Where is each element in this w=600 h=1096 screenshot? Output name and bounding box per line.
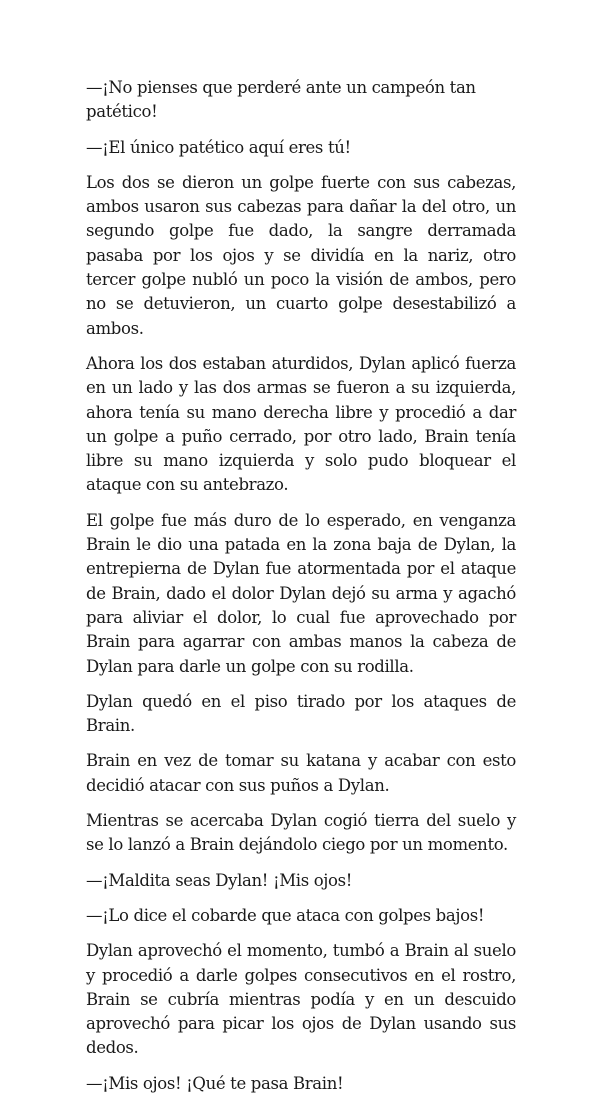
dialogue-line: —¡Mis ojos! ¡Qué te pasa Brain! [86,1073,344,1093]
narration-paragraph: Ahora los dos estaban aturdidos, Dylan aplicó fuerza en un lado y las dos armas se fueron a su izquierda, ahora tenía su mano derecha libre y procedió a dar un golpe a puño cerrado, por otro lado, Brain tenía libre su mano izquierda y solo pudo bloquear el ataque con su antebrazo. [86,353,516,495]
dialogue-line: —¡Maldita seas Dylan! ¡Mis ojos! [86,870,353,890]
dialogue-line: —¡El único patético aquí eres tú! [86,137,351,157]
narration-paragraph: Dylan quedó en el piso tirado por los ataques de Brain. [86,691,516,736]
narration-paragraph: El golpe fue más duro de lo esperado, en venganza Brain le dio una patada en la zona baja de Dylan, la entrepierna de Dylan fue atormentada por el ataque de Brain, dado el dolor Dylan dejó su arma y agachó para aliviar el dolor, lo cual fue aprovechado por Brain para agarrar con ambas manos la cabeza de Dylan para darle un golpe con su rodilla. [86,510,516,676]
narration-paragraph: Los dos se dieron un golpe fuerte con sus cabezas, ambos usaron sus cabezas para dañar la del otro, un segundo golpe fue dado, la sangre derramada pasaba por los ojos y se dividía en la nariz, otro tercer golpe nubló un poco la visión de ambos, pero no se detuvieron, un cuarto golpe desestabilizó a ambos. [86,172,516,338]
dialogue-line: —¡No pienses que perderé ante un campeón tan patético! [86,78,476,122]
narration-paragraph: Dylan aprovechó el momento, tumbó a Brain al suelo y procedió a darle golpes consecutivos en el rostro, Brain se cubría mientras podía y en un descuido aprovechó para picar los ojos de Dylan usando sus dedos. [86,941,516,1058]
dialogue-line: —¡Lo dice el cobarde que ataca con golpes bajos! [86,905,485,925]
narration-paragraph: Brain en vez de tomar su katana y acabar con esto decidió atacar con sus puños a Dylan. [86,751,516,795]
narration-paragraph: Mientras se acercaba Dylan cogió tierra del suelo y se lo lanzó a Brain dejándolo ciego por un momento. [86,811,516,855]
